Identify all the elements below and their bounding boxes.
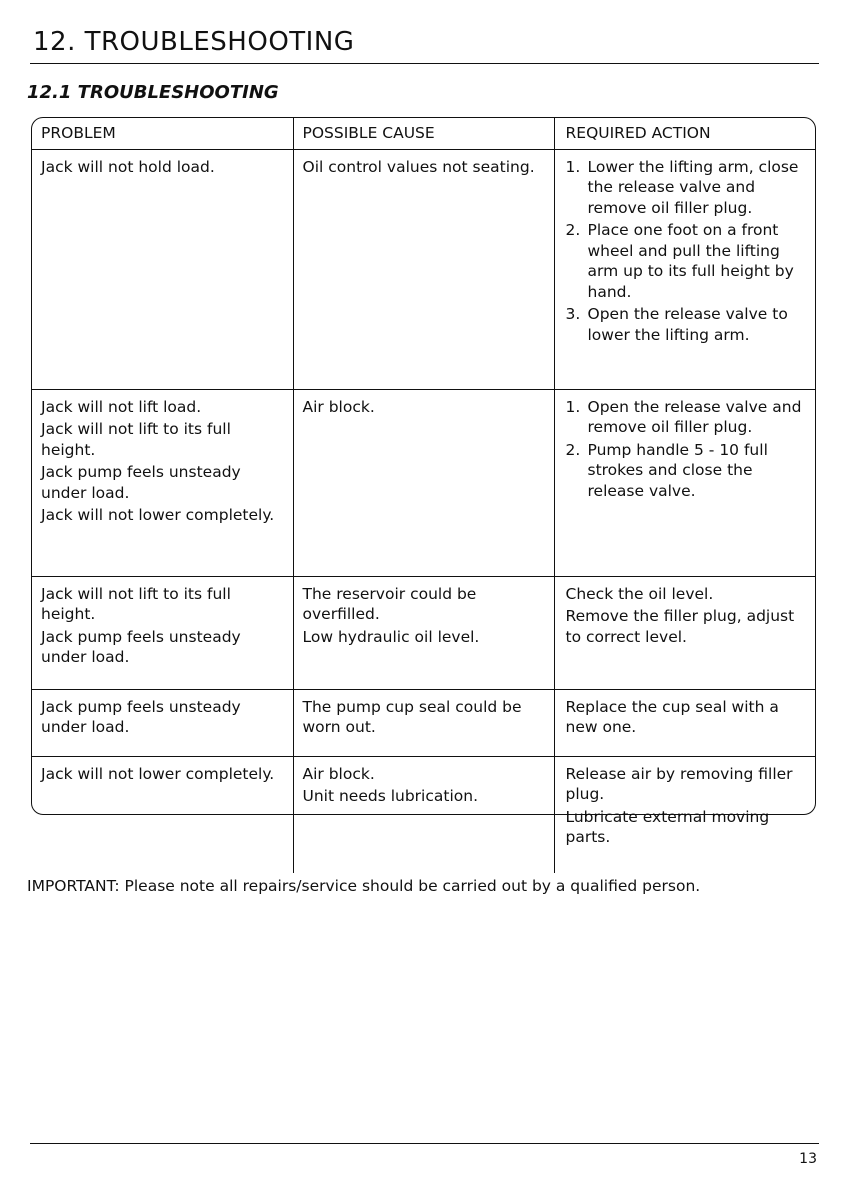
action-cell [554,756,815,873]
cause-text: Unit needs lubrication. [302,787,479,805]
footer-divider [30,1143,819,1144]
problem-text: Jack will not lift load. [41,397,202,416]
step-number: 2. [565,221,581,239]
problem-cell [32,756,293,873]
section-title: 12.1 TROUBLESHOOTING [27,82,279,103]
cause-cell [293,689,554,756]
action-step [566,440,814,502]
step-number: 1. [565,397,581,416]
page-number: 13 [799,1151,817,1167]
action-steps [566,397,814,502]
action-step [566,397,814,438]
action-cell [554,576,815,689]
important-notice: IMPORTANT: Please note all repairs/service should be carried out by a qualified person. [27,877,701,895]
problem-text: Jack will not hold load. [41,157,215,176]
cause-text: Air block. [302,764,375,783]
problem-text: Jack pump feels unsteady under load. [41,463,241,502]
cause-cell [293,389,554,576]
column-header-action: REQUIRED ACTION [554,118,815,149]
action-cell [554,689,815,756]
title-divider [30,63,819,64]
problem-text: Jack pump feels unsteady under load. [41,627,241,666]
problem-text: Jack will not lift to its full height. [41,584,231,623]
problem-cell [32,576,293,689]
action-text: Lubricate external moving parts. [565,807,770,846]
action-text: Remove the filler plug, adjust to correct level. [565,607,795,646]
step-text: Pump handle 5 - 10 full strokes and close the release valve. [587,440,768,500]
problem-cell [32,149,293,389]
table-header-row [32,118,815,149]
step-text: Place one foot on a front wheel and pull the lifting arm up to its full height by hand. [587,221,794,301]
problem-text: Jack will not lower completely. [41,764,275,783]
table-row [32,689,815,756]
problem-text: Jack will not lift to its full height. [41,420,231,459]
step-number: 1. [565,157,581,176]
cause-text: Oil control values not seating. [302,157,535,176]
cause-text: The reservoir could be overfilled. [302,584,477,623]
action-cell [554,149,815,389]
troubleshooting-table [31,117,816,846]
action-cell [554,389,815,576]
cause-text: The pump cup seal could be worn out. [302,697,522,736]
action-step [566,304,814,345]
step-number: 3. [565,305,581,323]
problem-text: Jack pump feels unsteady under load. [41,697,241,736]
action-text: Release air by removing filler plug. [565,764,793,803]
action-step [566,157,814,219]
table-row [32,389,815,576]
table-row [32,576,815,689]
step-number: 2. [565,440,581,459]
cause-cell [293,756,554,873]
step-text: Open the release valve and remove oil filler plug. [587,397,802,436]
column-header-cause: POSSIBLE CAUSE [293,118,554,149]
problem-text: Jack will not lower completely. [41,506,275,524]
page-title: 12. TROUBLESHOOTING [33,27,355,57]
cause-cell [293,149,554,389]
problem-cell [32,689,293,756]
step-text: Lower the lifting arm, close the release valve and remove oil filler plug. [587,157,799,217]
cause-text: Air block. [302,397,375,416]
action-text: Check the oil level. [565,584,714,603]
action-step [566,220,814,302]
table-row [32,756,815,873]
problem-cell [32,389,293,576]
column-header-problem: PROBLEM [32,118,293,149]
action-text: Replace the cup seal with a new one. [565,697,779,736]
cause-text: Low hydraulic oil level. [302,627,480,646]
cause-cell [293,576,554,689]
table-row [32,149,815,389]
action-steps [566,157,814,346]
step-text: Open the release valve to lower the lifting arm. [587,305,788,344]
